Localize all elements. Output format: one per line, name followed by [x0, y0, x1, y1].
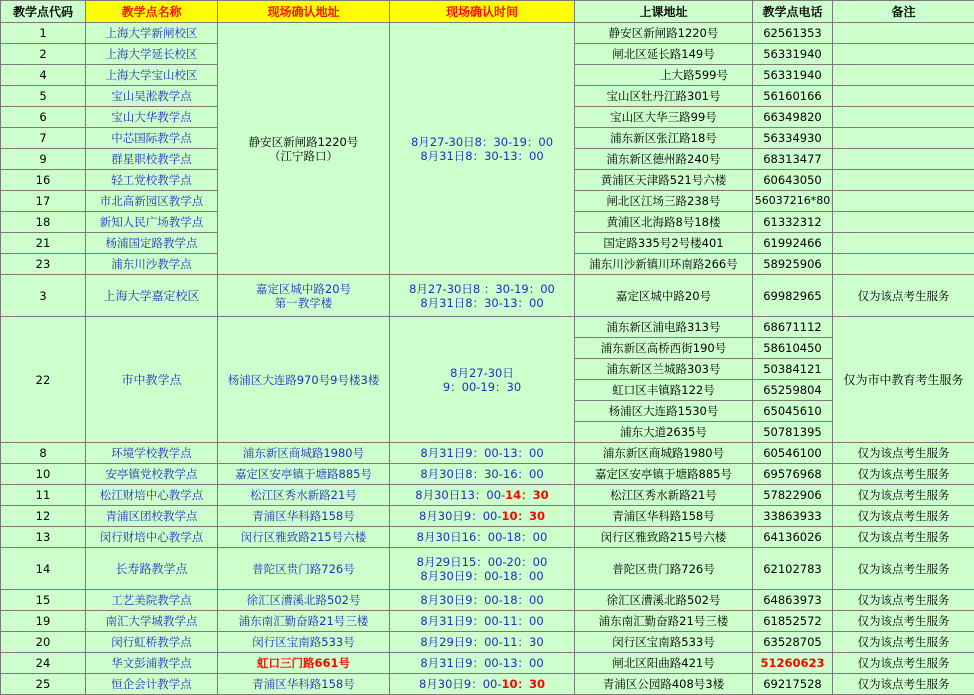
note-cell: [833, 233, 974, 254]
name-cell: 安亭镇党校教学点: [86, 464, 218, 485]
phone-cell: 56334930: [753, 128, 833, 149]
code-cell: 17: [1, 191, 86, 212]
name-cell: 群星职校教学点: [86, 149, 218, 170]
code-cell: 7: [1, 128, 86, 149]
class-addr-cell: 闸北区延长路149号: [575, 44, 753, 65]
note-cell: 仅为该点考生服务: [833, 653, 974, 674]
class-addr-cell: 闸北区阳曲路421号: [575, 653, 753, 674]
phone-cell: 56037216*80: [753, 191, 833, 212]
code-cell: 15: [1, 590, 86, 611]
note-cell: 仅为该点考生服务: [833, 611, 974, 632]
table-row: [1, 653, 974, 674]
table-row: [1, 674, 974, 695]
name-cell: 浦东川沙教学点: [86, 254, 218, 275]
table-row: [1, 317, 974, 338]
name-cell: 上海大学嘉定校区: [86, 275, 218, 317]
confirm-time-cell: [390, 506, 575, 527]
phone-cell: 50384121: [753, 359, 833, 380]
code-cell: 4: [1, 65, 86, 86]
table-row: [1, 464, 974, 485]
table-row: [1, 632, 974, 653]
note-cell: 仅为该点考生服务: [833, 464, 974, 485]
phone-cell: 69982965: [753, 275, 833, 317]
note-cell: [833, 149, 974, 170]
header-row: [1, 1, 974, 23]
header-class-addr: 上课地址: [575, 1, 753, 23]
confirm-time-highlight: 10：30: [502, 509, 546, 523]
confirm-time-cell: [390, 443, 575, 464]
name-cell: 上海大学新闸校区: [86, 23, 218, 44]
code-cell: 8: [1, 443, 86, 464]
name-cell: 市北高新园区教学点: [86, 191, 218, 212]
note-cell: 仅为该点考生服务: [833, 485, 974, 506]
confirm-time-line: 8月27-30日8：30-19：00: [390, 135, 574, 149]
confirm-time-line: 8月31日8：30-13：00: [390, 296, 574, 310]
confirm-addr-cell: 嘉定区安亭镇于塘路885号: [218, 464, 390, 485]
note-cell: 仅为市中教育考生服务: [833, 317, 974, 443]
confirm-addr-cell: 浦东新区商城路1980号: [218, 443, 390, 464]
confirm-time-cell: [390, 632, 575, 653]
phone-cell: 56331940: [753, 65, 833, 86]
code-cell: 20: [1, 632, 86, 653]
code-cell: 3: [1, 275, 86, 317]
phone-cell: 56331940: [753, 44, 833, 65]
confirm-time-cell: [390, 653, 575, 674]
code-cell: 19: [1, 611, 86, 632]
note-cell: [833, 128, 974, 149]
confirm-addr-cell: [218, 275, 390, 317]
name-cell: 上海大学延长校区: [86, 44, 218, 65]
phone-cell: 58925906: [753, 254, 833, 275]
confirm-addr-cell: 闵行区宝南路533号: [218, 632, 390, 653]
table-row: [1, 23, 974, 44]
phone-cell: 57822906: [753, 485, 833, 506]
phone-cell: 62561353: [753, 23, 833, 44]
confirm-time-cell: [390, 23, 575, 275]
note-cell: 仅为该点考生服务: [833, 443, 974, 464]
phone-cell: 65259804: [753, 380, 833, 401]
class-addr-cell: 杨浦区大连路1530号: [575, 401, 753, 422]
note-cell: [833, 170, 974, 191]
phone-cell: 60546100: [753, 443, 833, 464]
class-addr-cell: 国定路335号2号楼401: [575, 233, 753, 254]
class-addr-cell: 青浦区公园路408号3楼: [575, 674, 753, 695]
phone-cell: 61992466: [753, 233, 833, 254]
confirm-addr-cell: 青浦区华科路158号: [218, 674, 390, 695]
confirm-time-text: 8月31日9：00-13：00: [420, 656, 543, 670]
name-cell: 环境学校教学点: [86, 443, 218, 464]
class-addr-cell: 嘉定区城中路20号: [575, 275, 753, 317]
confirm-time-cell: [390, 548, 575, 590]
name-cell: 宝山大华教学点: [86, 107, 218, 128]
phone-cell: 51260623: [753, 653, 833, 674]
header-code: 教学点代码: [1, 1, 86, 23]
class-addr-cell: 青浦区华科路158号: [575, 506, 753, 527]
note-cell: [833, 254, 974, 275]
name-cell: 市中教学点: [86, 317, 218, 443]
note-cell: [833, 44, 974, 65]
confirm-time-line: 8月30日9：00-18：00: [390, 569, 574, 583]
confirm-time-highlight: 14：30: [505, 488, 549, 502]
table-row: [1, 506, 974, 527]
class-addr-cell: 浦东南汇勤奋路21号三楼: [575, 611, 753, 632]
table-row: [1, 443, 974, 464]
confirm-addr-cell: 普陀区贵门路726号: [218, 548, 390, 590]
class-addr-cell: 普陀区贵门路726号: [575, 548, 753, 590]
phone-cell: 68671112: [753, 317, 833, 338]
name-cell: 南汇大学城教学点: [86, 611, 218, 632]
name-cell: 松江财培中心教学点: [86, 485, 218, 506]
note-cell: 仅为该点考生服务: [833, 632, 974, 653]
confirm-addr-cell: [218, 23, 390, 275]
code-cell: 13: [1, 527, 86, 548]
name-cell: 轻工党校教学点: [86, 170, 218, 191]
class-addr-cell: 黄浦区北海路8号18楼: [575, 212, 753, 233]
class-addr-cell: 宝山区牡丹江路301号: [575, 86, 753, 107]
confirm-addr-line: （江宁路口）: [218, 149, 389, 163]
code-cell: 12: [1, 506, 86, 527]
confirm-time-cell: [390, 611, 575, 632]
code-cell: 22: [1, 317, 86, 443]
confirm-addr-cell: 闵行区雅致路215号六楼: [218, 527, 390, 548]
name-cell: 华文彭浦教学点: [86, 653, 218, 674]
note-cell: [833, 65, 974, 86]
class-addr-cell: 闵行区雅致路215号六楼: [575, 527, 753, 548]
phone-cell: 69217528: [753, 674, 833, 695]
confirm-time-text: 8月30日13：00-: [415, 488, 505, 502]
phone-cell: 66349820: [753, 107, 833, 128]
class-addr-cell: 静安区新闸路1220号: [575, 23, 753, 44]
confirm-time-line: 8月31日8：30-13：00: [390, 149, 574, 163]
note-cell: 仅为该点考生服务: [833, 527, 974, 548]
confirm-addr-cell: 浦东南汇勤奋路21号三楼: [218, 611, 390, 632]
confirm-time-cell: [390, 590, 575, 611]
phone-cell: 68313477: [753, 149, 833, 170]
code-cell: 21: [1, 233, 86, 254]
note-cell: 仅为该点考生服务: [833, 506, 974, 527]
confirm-time-highlight: 10：30: [502, 677, 546, 691]
class-addr-cell: 虹口区丰镇路122号: [575, 380, 753, 401]
name-cell: 新知人民广场教学点: [86, 212, 218, 233]
confirm-time-text: 8月29日9：00-11：30: [420, 635, 543, 649]
class-addr-cell: 浦东新区德州路240号: [575, 149, 753, 170]
class-addr-cell: 黄浦区天津路521号六楼: [575, 170, 753, 191]
class-addr-cell: 浦东新区高桥西街190号: [575, 338, 753, 359]
class-addr-cell: 浦东新区兰城路303号: [575, 359, 753, 380]
header-confirm-time: 现场确认时间: [390, 1, 575, 23]
header-name: 教学点名称: [86, 1, 218, 23]
code-cell: 9: [1, 149, 86, 170]
confirm-time-text: 8月30日16：00-18：00: [417, 530, 548, 544]
code-cell: 14: [1, 548, 86, 590]
code-cell: 16: [1, 170, 86, 191]
table-row: [1, 275, 974, 317]
table-row: [1, 548, 974, 590]
table-row: [1, 590, 974, 611]
phone-cell: 56160166: [753, 86, 833, 107]
note-cell: 仅为该点考生服务: [833, 275, 974, 317]
name-cell: 长寿路教学点: [86, 548, 218, 590]
code-cell: 11: [1, 485, 86, 506]
name-cell: 工艺美院教学点: [86, 590, 218, 611]
code-cell: 5: [1, 86, 86, 107]
confirm-time-line: 8月27-30日8 ：30-19：00: [390, 282, 574, 296]
code-cell: 10: [1, 464, 86, 485]
class-addr-cell: 浦东新区浦电路313号: [575, 317, 753, 338]
class-addr-cell: 上大路599号: [575, 65, 753, 86]
note-cell: [833, 212, 974, 233]
confirm-time-cell: [390, 674, 575, 695]
phone-cell: 64863973: [753, 590, 833, 611]
class-addr-cell: 浦东新区商城路1980号: [575, 443, 753, 464]
name-cell: 恒企会计教学点: [86, 674, 218, 695]
class-addr-cell: 闸北区江场三路238号: [575, 191, 753, 212]
phone-cell: 61852572: [753, 611, 833, 632]
confirm-addr-line: 静安区新闸路1220号: [218, 135, 389, 149]
note-cell: 仅为该点考生服务: [833, 674, 974, 695]
confirm-time-cell: [390, 464, 575, 485]
code-cell: 23: [1, 254, 86, 275]
confirm-time-text: 8月31日9：00-13：00: [420, 446, 543, 460]
confirm-time-text: 8月30日9：00-: [419, 677, 502, 691]
confirm-addr-cell: 松江区秀水新路21号: [218, 485, 390, 506]
note-cell: [833, 107, 974, 128]
note-cell: [833, 23, 974, 44]
phone-cell: 33863933: [753, 506, 833, 527]
confirm-time-text: 8月31日9：00-11：00: [420, 614, 543, 628]
class-addr-cell: 徐汇区漕溪北路502号: [575, 590, 753, 611]
phone-cell: 61332312: [753, 212, 833, 233]
confirm-time-text: 8月30日9：00-18：00: [420, 593, 543, 607]
code-cell: 6: [1, 107, 86, 128]
name-cell: 宝山吴淞教学点: [86, 86, 218, 107]
phone-cell: 69576968: [753, 464, 833, 485]
header-note: 备注: [833, 1, 974, 23]
name-cell: 上海大学宝山校区: [86, 65, 218, 86]
class-addr-cell: 浦东新区张江路18号: [575, 128, 753, 149]
name-cell: 闵行财培中心教学点: [86, 527, 218, 548]
code-cell: 25: [1, 674, 86, 695]
confirm-time-line: 8月27-30日: [390, 366, 574, 380]
confirm-addr-line: 第一教学楼: [218, 296, 389, 310]
confirm-time-cell: [390, 317, 575, 443]
phone-cell: 62102783: [753, 548, 833, 590]
phone-cell: 63528705: [753, 632, 833, 653]
class-addr-cell: 浦东川沙新镇川环南路266号: [575, 254, 753, 275]
table-row: [1, 527, 974, 548]
confirm-addr-cell: 徐汇区漕溪北路502号: [218, 590, 390, 611]
phone-cell: 58610450: [753, 338, 833, 359]
table-row: [1, 485, 974, 506]
note-cell: 仅为该点考生服务: [833, 590, 974, 611]
code-cell: 18: [1, 212, 86, 233]
confirm-addr-cell: 杨浦区大连路970号9号楼3楼: [218, 317, 390, 443]
confirm-time-text: 8月30日8：30-16：00: [420, 467, 543, 481]
class-addr-cell: 嘉定区安亭镇于塘路885号: [575, 464, 753, 485]
phone-cell: 60643050: [753, 170, 833, 191]
confirm-time-cell: [390, 275, 575, 317]
name-cell: 中芯国际教学点: [86, 128, 218, 149]
table-row: [1, 611, 974, 632]
confirm-time-cell: [390, 527, 575, 548]
code-cell: 1: [1, 23, 86, 44]
phone-cell: 64136026: [753, 527, 833, 548]
confirm-time-cell: [390, 485, 575, 506]
class-addr-cell: 松江区秀水新路21号: [575, 485, 753, 506]
confirm-time-line: 9：00-19：30: [390, 380, 574, 394]
confirm-time-text: 8月30日9：00-: [419, 509, 502, 523]
confirm-addr-cell: 青浦区华科路158号: [218, 506, 390, 527]
class-addr-cell: 宝山区大华三路99号: [575, 107, 753, 128]
code-cell: 24: [1, 653, 86, 674]
code-cell: 2: [1, 44, 86, 65]
note-cell: [833, 191, 974, 212]
name-cell: 杨浦国定路教学点: [86, 233, 218, 254]
confirm-time-line: 8月29日15：00-20：00: [390, 555, 574, 569]
header-confirm-addr: 现场确认地址: [218, 1, 390, 23]
note-cell: [833, 86, 974, 107]
name-cell: 闵行虹桥教学点: [86, 632, 218, 653]
phone-cell: 50781395: [753, 422, 833, 443]
phone-cell: 65045610: [753, 401, 833, 422]
name-cell: 青浦区团校教学点: [86, 506, 218, 527]
class-addr-cell: 闵行区宝南路533号: [575, 632, 753, 653]
class-addr-cell: 浦东大道2635号: [575, 422, 753, 443]
note-cell: 仅为该点考生服务: [833, 548, 974, 590]
confirm-addr-cell: 虹口三门路661号: [218, 653, 390, 674]
confirm-addr-line: 嘉定区城中路20号: [218, 282, 389, 296]
header-phone: 教学点电话: [753, 1, 833, 23]
